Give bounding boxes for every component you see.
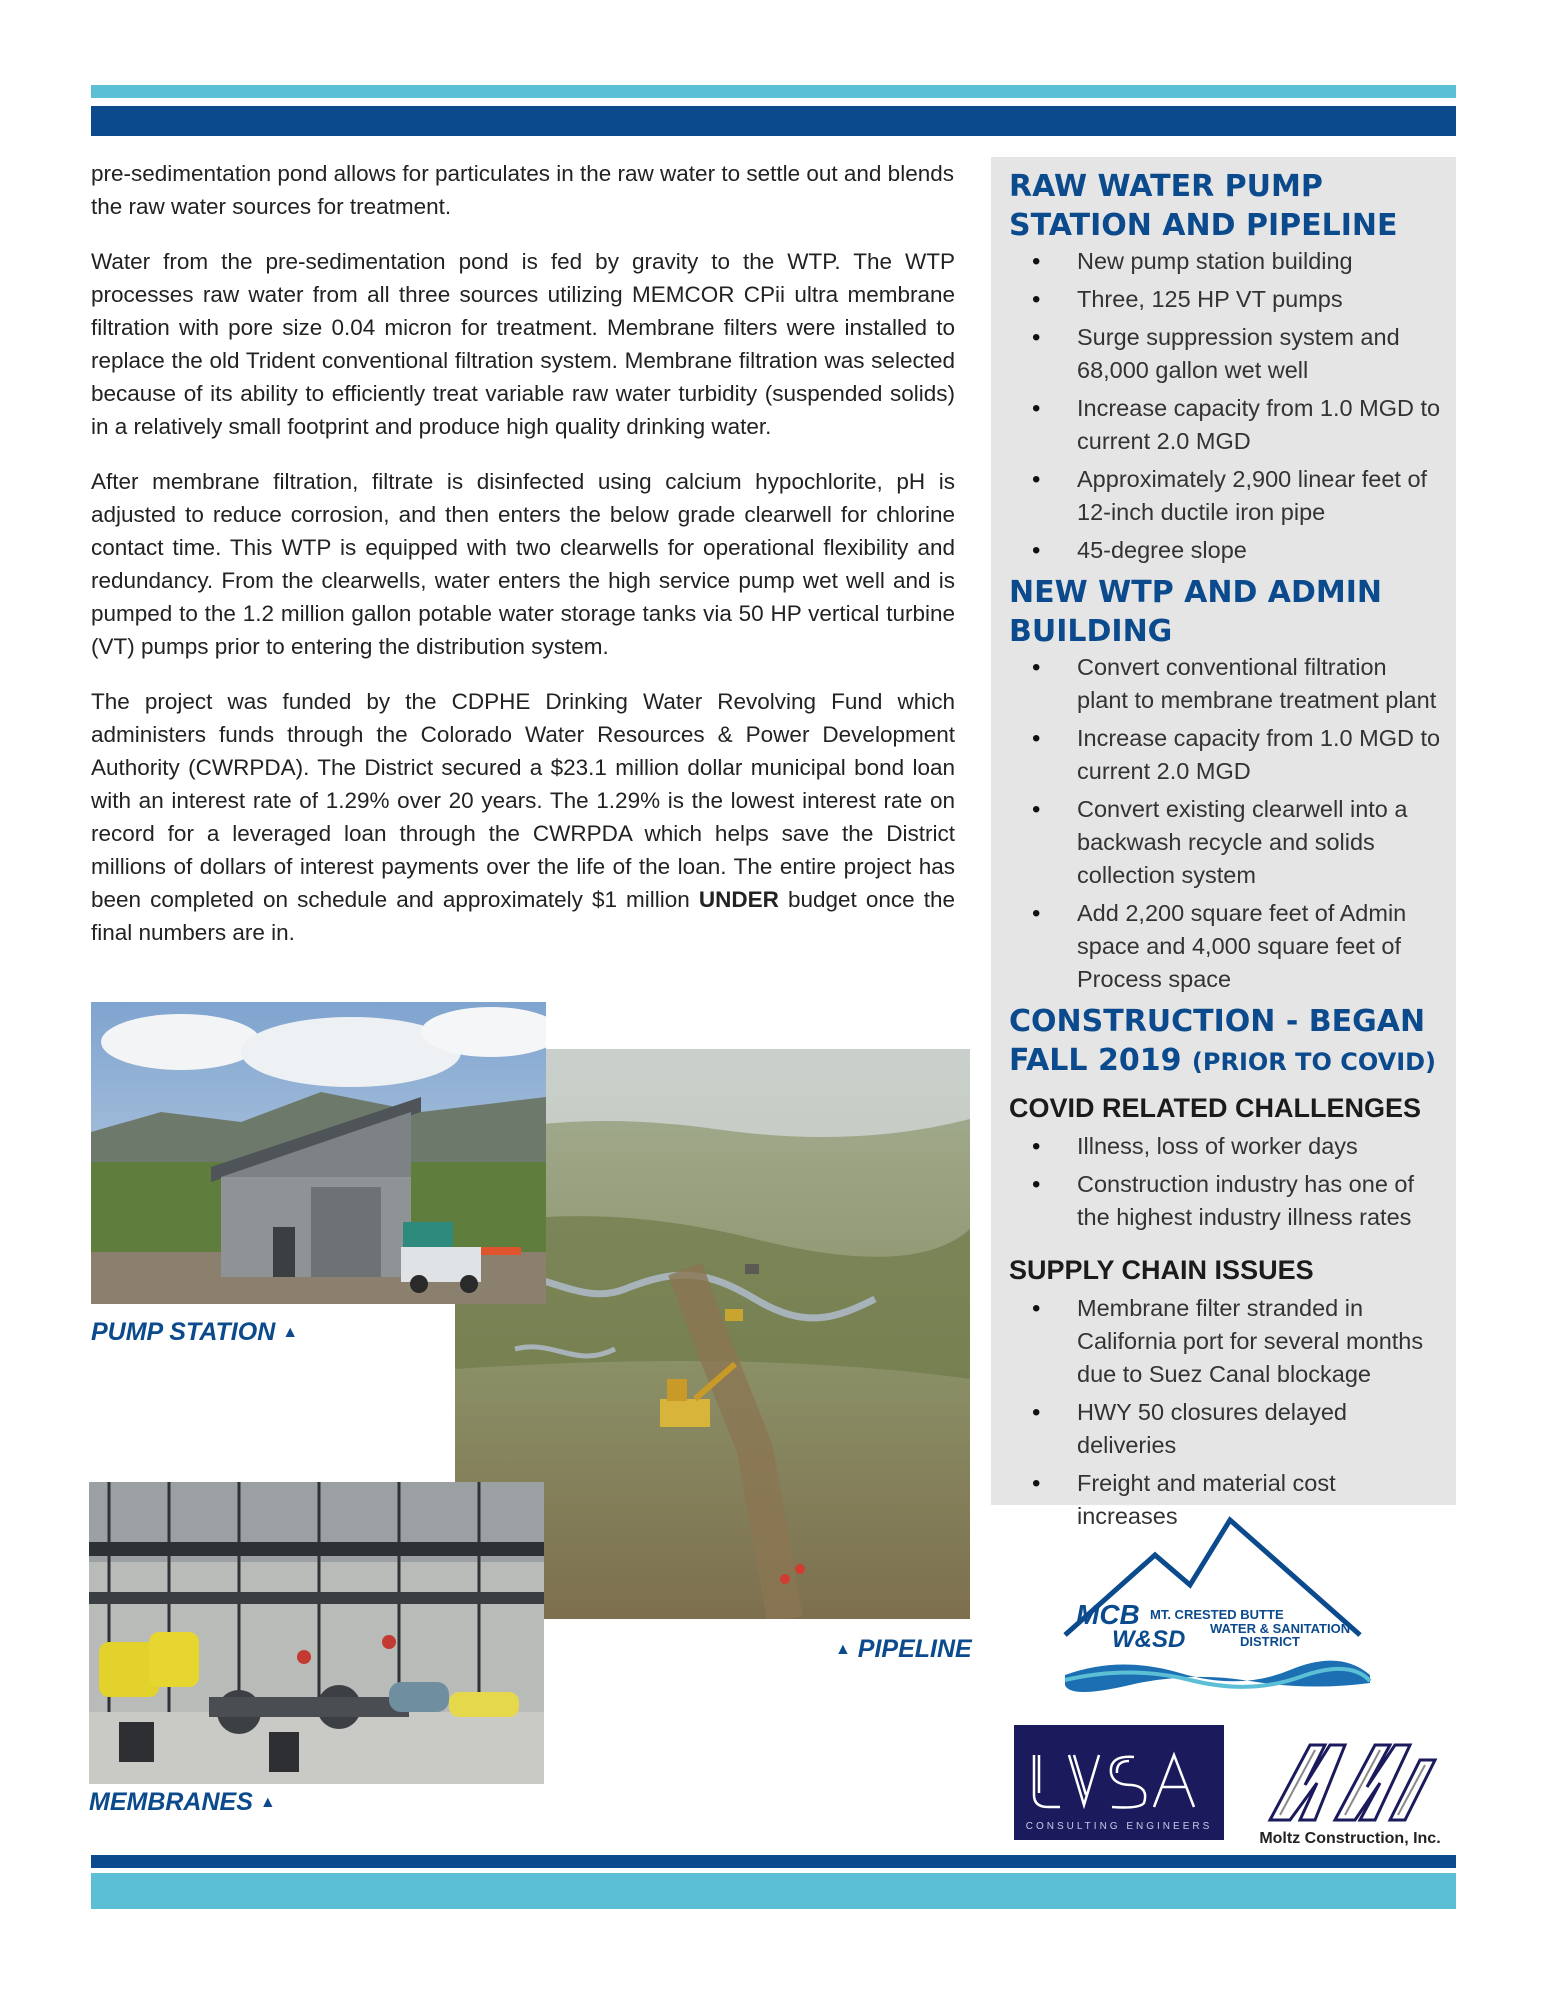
paragraph-4-emphasis: UNDER [698,887,779,912]
jvsa-logo [1014,1725,1224,1840]
list-item: • Increase capacity from 1.0 MGD to current 2.0 MGD [1009,392,1442,458]
triangle-up-icon: ▲ [282,1324,299,1341]
list-item: • 45-degree slope [1009,534,1442,567]
paragraph-3: After membrane filtration, filtrate is disinfected using calcium hypochlorite, pH is adjusted to reduce corrosion, and then enters the below grade clearwell for chlorine contact time. This WTP is equipped with two clearwells for operational flexibility and redundancy. From the clearwells, water enters the high service pump wet well and is pumped to the 1.2 million gallon potable water storage tanks via 50 HP vertical turbine (VT) pumps prior to entering the distribution system. [91,469,955,659]
paragraph-1: pre-sedimentation pond allows for particulates in the raw water to settle out and blends the raw water sources for treatment. [91,161,954,219]
covid-list [1009,1130,1442,1234]
list-item: • Freight and material cost increases [1009,1467,1442,1533]
list-item: • Illness, loss of worker days [1009,1130,1442,1163]
mcb-line-3: DISTRICT [1240,1634,1300,1649]
caption-membranes-text: MEMBRANES [89,1788,253,1816]
caption-pipeline-text: PIPELINE [857,1635,972,1663]
mcb-abbr-bottom: W&SD [1112,1626,1186,1653]
raw-water-list [1009,245,1442,567]
moltz-logo [1255,1725,1445,1850]
list-item: • HWY 50 closures delayed deliveries [1009,1396,1442,1462]
article-body [91,157,955,971]
list-item: • Approximately 2,900 linear feet of 12-inch ductile iron pipe [1009,463,1442,529]
jvsa-logo-graphic [1014,1725,1224,1840]
mcb-line-1: MT. CRESTED BUTTE [1150,1607,1284,1622]
section-title-new-wtp: NEW WTP AND ADMIN BUILDING [1009,575,1383,649]
caption-pump-station-text: PUMP STATION [91,1318,276,1346]
list-item: • Convert existing clearwell into a backwash recycle and solids collection system [1009,793,1442,892]
mcb-line-2: WATER & SANITATION [1210,1621,1351,1636]
list-item: • Membrane filter stranded in California port for several months due to Suez Canal blockage [1009,1292,1442,1391]
supply-chain-heading: SUPPLY CHAIN ISSUES [1009,1255,1314,1285]
new-wtp-list [1009,651,1442,996]
paragraph-4-text: The project was funded by the CDPHE Drinking Water Revolving Fund which administers funds through the Colorado Water Resources & Power Development Authority (CWRPDA). The District secured a $23.1 million dollar municipal bond loan with an interest rate of 1.29% over 20 years. The 1.29% is the lowest interest rate on record for a leveraged loan through the CWRPDA which helps save the District millions of dollars of interest payments over the life of the loan. The entire project has been completed on schedule and approximately $1 million [91,689,955,912]
list-item: • Add 2,200 square feet of Admin space and 4,000 square feet of Process space [1009,897,1442,996]
membranes-photo [89,1482,544,1784]
bottom-accent-bar-dark [91,1855,1456,1868]
jvsa-tagline: CONSULTING ENGINEERS [1025,1821,1213,1832]
list-item: • New pump station building [1009,245,1442,278]
project-highlights-sidebar [991,157,1456,1529]
mcb-wsd-logo-graphic [1060,1515,1390,1705]
covid-heading: COVID RELATED CHALLENGES [1009,1093,1422,1123]
top-accent-bar-dark [91,106,1456,136]
paragraph-4-end: budget once the final numbers are in. [91,887,955,945]
mcb-abbr-top: MCB [1076,1599,1140,1630]
triangle-up-icon: ▲ [259,1794,276,1811]
moltz-logo-graphic [1255,1725,1445,1850]
section-title-construction [1009,1002,1442,1082]
bottom-accent-bar-light [91,1873,1456,1909]
paragraph-4 [91,685,955,949]
caption-pump-station [91,1317,298,1348]
list-item: • Construction industry has one of the highest industry illness rates [1009,1168,1442,1234]
list-item: • Convert conventional filtration plant to membrane treatment plant [1009,651,1442,717]
list-item: • Three, 125 HP VT pumps [1009,283,1442,316]
list-item: • Increase capacity from 1.0 MGD to current 2.0 MGD [1009,722,1442,788]
construction-title-text: CONSTRUCTION - BEGAN FALL 2019 [1009,1004,1426,1078]
pump-station-photo [91,1002,546,1304]
mcb-wsd-logo [1060,1515,1390,1705]
paragraph-2: Water from the pre-sedimentation pond is fed by gravity to the WTP. The WTP processes raw water from all three sources utilizing MEMCOR CPii ultra membrane filtration with pore size 0.04 micron for treatment. Membrane filters were installed to replace the old Trident conventional filtration system. Membrane filtration was selected because of its ability to efficiently treat variable raw water turbidity (suspended solids) in a relatively small footprint and produce high quality drinking water. [91,249,955,439]
construction-subtitle: (PRIOR TO COVID) [1191,1048,1437,1076]
section-title-raw-water: RAW WATER PUMP STATION AND PIPELINE [1009,169,1398,243]
supply-chain-list [1009,1292,1442,1533]
caption-pipeline [835,1634,972,1665]
triangle-up-icon: ▲ [835,1641,851,1658]
moltz-name: Moltz Construction, Inc. [1259,1830,1441,1847]
list-item: • Surge suppression system and 68,000 gallon wet well [1009,321,1442,387]
caption-membranes [89,1787,276,1818]
top-accent-bar-light [91,85,1456,98]
